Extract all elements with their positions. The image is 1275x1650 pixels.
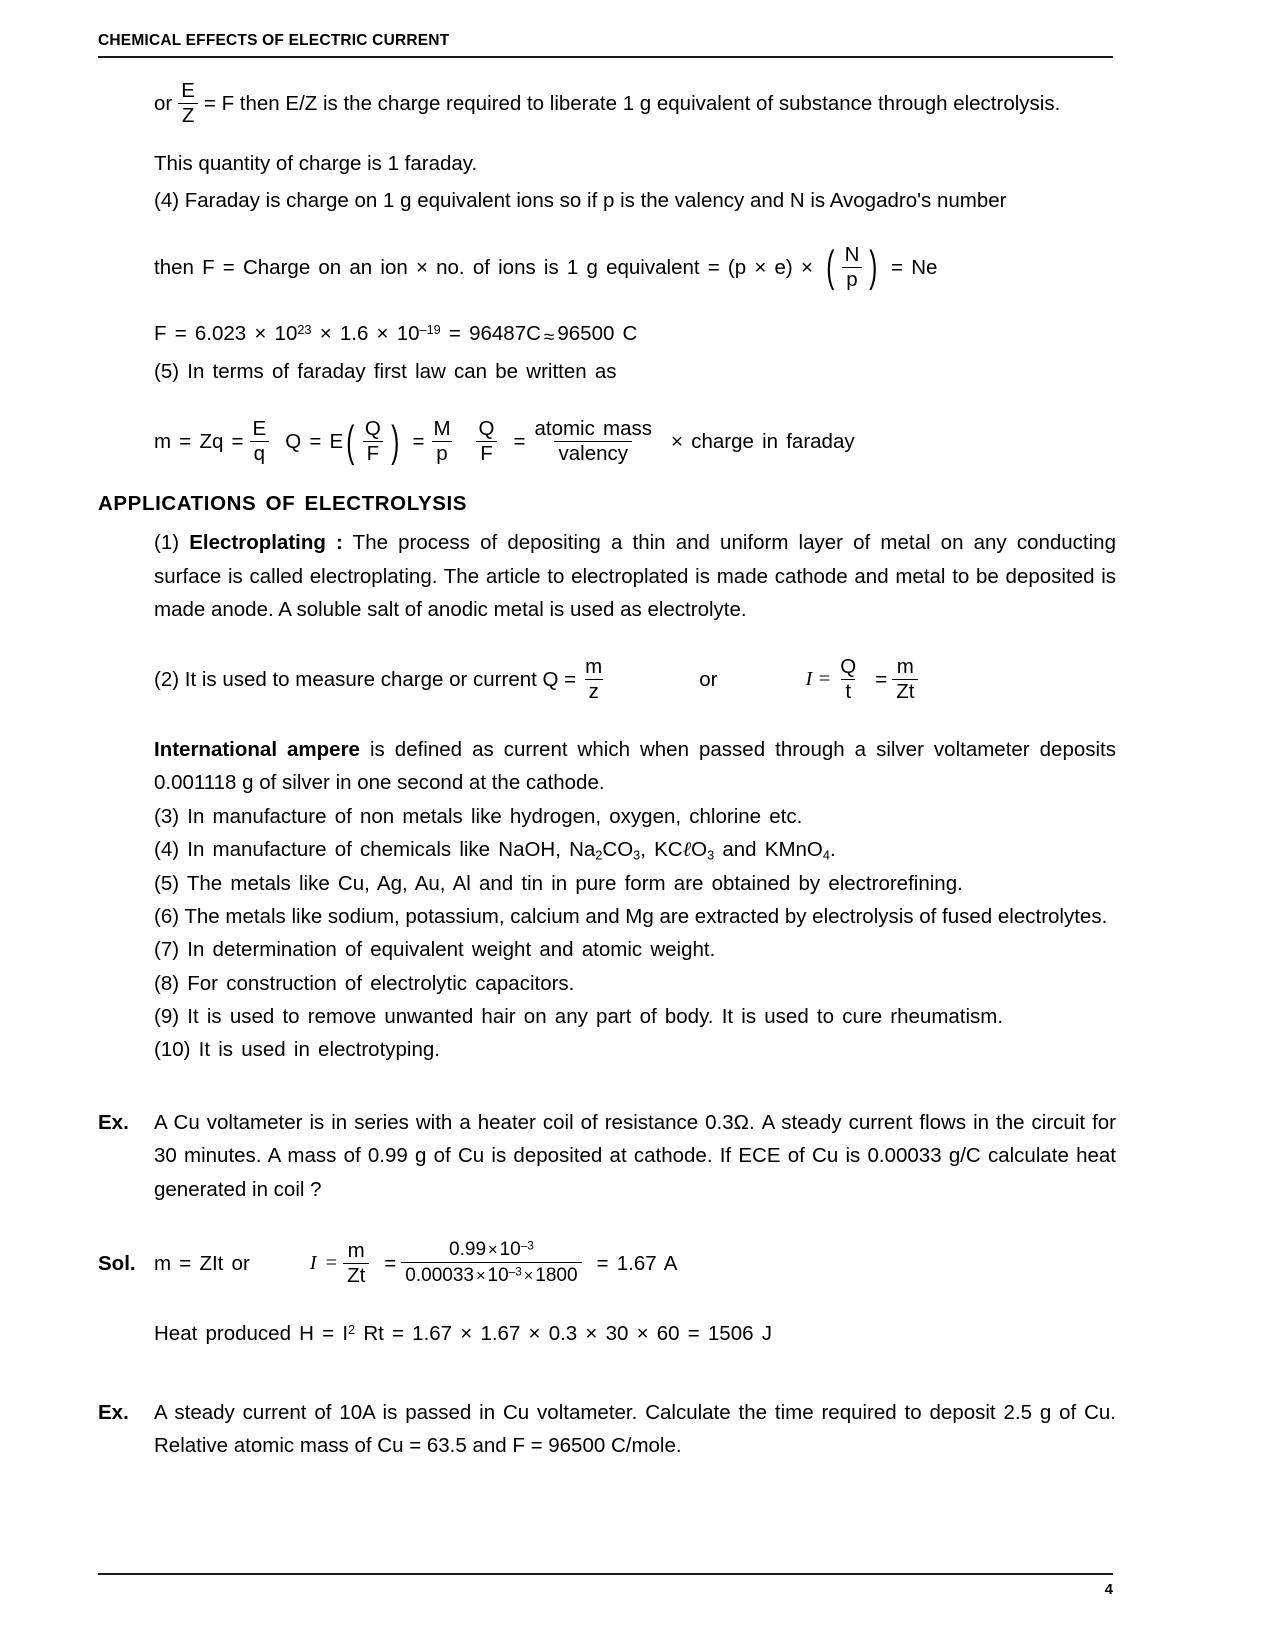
fraction-numerator: Q — [478, 416, 495, 440]
solution-result: = 1.67 A — [596, 1251, 678, 1275]
fraction-m-p — [429, 418, 454, 465]
approx-symbol: ≈ — [543, 326, 555, 348]
parenthesis-group-qf — [345, 418, 400, 465]
heat-produced-equation — [154, 1317, 1116, 1350]
fraction-numerator: Q — [840, 654, 857, 678]
fraction-q-f-2 — [475, 418, 499, 465]
fraction-denominator: valency — [554, 441, 632, 465]
application-item-4-kmno: and KMnO — [714, 837, 823, 861]
faraday-exponent-2: –19 — [419, 321, 441, 337]
denominator-seconds: 1800 — [535, 1265, 578, 1287]
international-ampere-bold: International ampere — [154, 738, 360, 762]
fraction-atomicmass-valency — [530, 418, 656, 465]
application-item-4-pre: (4) In manufacture of chemicals like NaOH, Na — [154, 837, 596, 861]
fraction-denominator: F — [476, 441, 497, 465]
numerator-ten: 10 — [499, 1238, 521, 1260]
heat-exponent: 2 — [348, 1321, 356, 1337]
fraction-m-zt — [892, 656, 918, 703]
denominator-exponent: –3 — [508, 1265, 522, 1279]
application-item-1-bold: Electroplating : — [189, 531, 343, 555]
page-header — [98, 32, 1113, 58]
solution-equation — [154, 1240, 677, 1287]
fraction-q-t — [836, 656, 860, 703]
faraday-value-pre: F = 6.023 × 10 — [154, 321, 298, 345]
example-2-text: A steady current of 10A is passed in Cu voltameter. Calculate the time required to deposit 2.5 g of Cu. Relative atomic mass of Cu = 63.5 and F = 96500 C/mole. — [154, 1401, 1116, 1458]
fraction-denominator: Zt — [343, 1263, 369, 1287]
solution-equals: = — [384, 1251, 397, 1275]
solution-block — [98, 1240, 1116, 1287]
application-item-9: (9) It is used to remove unwanted hair on any part of body. It is used to cure rheumatism. — [154, 1004, 1004, 1028]
right-paren-icon: ) — [869, 242, 878, 292]
fraction-denominator: Z — [178, 103, 199, 127]
numerator-value: 0.99 — [449, 1238, 487, 1260]
parenthesis-group-np — [825, 244, 879, 291]
application-item-3: (3) In manufacture of non metals like hydrogen, oxygen, chlorine etc. — [154, 804, 803, 828]
application-item-2-equals: = — [875, 667, 888, 691]
application-item-2 — [154, 656, 1116, 703]
equation-m-zq — [154, 418, 1116, 465]
fraction-numerator — [445, 1240, 538, 1263]
times-symbol: × — [488, 1240, 498, 1259]
application-item-4-o: O — [691, 837, 708, 861]
fraction-numerator: M — [433, 416, 451, 440]
fraction-big-solution — [401, 1240, 581, 1287]
equation-equals-2: = — [513, 429, 526, 453]
faraday-quantity-text: This quantity of charge is 1 faraday. — [154, 152, 478, 176]
faraday-value-mid: × 1.6 × 10 — [311, 321, 420, 345]
fraction-m-zt-solution — [343, 1240, 369, 1287]
fraction-denominator: Zt — [892, 679, 918, 703]
solution-lead: m = ZIt or — [154, 1251, 250, 1275]
application-item-2-current-symbol: I = — [805, 667, 832, 690]
page-content — [98, 80, 1116, 1463]
numerator-exponent: –3 — [520, 1239, 534, 1253]
fraction-numerator: E — [252, 416, 267, 440]
application-item-1-text: The process of depositing a thin and uniform layer of metal on any conducting surface is called electroplating. The article to electroplated is made cathode and metal to be deposited is made anode. A soluble salt of anodic metal is used as electrolyte. — [154, 531, 1116, 621]
footer-divider — [98, 1573, 1113, 1575]
faraday-value-end: 96500 C — [557, 321, 638, 345]
times-symbol: × — [475, 1267, 486, 1286]
equation-e-over-z-text: = F then E/Z is the charge required to liberate 1 g equivalent of substance through electrolysis. — [203, 92, 1061, 116]
ell-symbol: ℓ — [682, 838, 692, 861]
application-item-2-lead: (2) It is used to measure charge or current Q = — [154, 667, 577, 691]
header-title: CHEMICAL EFFECTS OF ELECTRIC CURRENT — [98, 32, 450, 49]
fraction-denominator: p — [432, 441, 451, 465]
denominator-ten: 10 — [487, 1265, 509, 1287]
application-item-6: (6) The metals like sodium, potassium, calcium and Mg are extracted by electrolysis of fused electrolytes. — [154, 905, 1108, 929]
fraction-denominator — [401, 1262, 581, 1287]
fraction-denominator: p — [842, 267, 861, 291]
fraction-e-q — [249, 418, 271, 465]
fraction-denominator: F — [363, 441, 384, 465]
equation-m-lead: m = Zq = — [154, 429, 244, 453]
fraction-numerator: N — [844, 242, 860, 266]
equation-q-equals-e: Q = E — [285, 429, 344, 453]
fraction-denominator: t — [841, 679, 855, 703]
fraction-q-f — [361, 418, 385, 465]
fraction-m-z — [581, 656, 606, 703]
application-item-2-or: or — [699, 667, 718, 691]
fraction-denominator: z — [585, 679, 603, 703]
or-label: or — [154, 92, 173, 116]
international-ampere-text: is defined as current which when passed through a silver voltameter deposits 0.001118 g of silver in one second at the cathode. — [154, 738, 1116, 795]
point-5-text: (5) In terms of faraday first law can be written as — [154, 359, 617, 383]
denominator-value: 0.00033 — [405, 1265, 474, 1287]
heat-produced-post: Rt = 1.67 × 1.67 × 0.3 × 30 × 60 = 1506 J — [355, 1322, 772, 1346]
application-item-5: (5) The metals like Cu, Ag, Au, Al and tin in pure form are obtained by electrorefining. — [154, 872, 963, 895]
application-item-4-end: . — [829, 837, 836, 861]
left-paren-icon: ( — [826, 242, 835, 292]
equation-faraday-ne — [154, 244, 1116, 291]
example-block-1 — [98, 1106, 1116, 1206]
application-item-1 — [154, 526, 1116, 626]
faraday-value-post: = 96487C — [440, 321, 541, 345]
fraction-numerator: m — [347, 1238, 365, 1262]
subscript-na2: 2 — [595, 847, 603, 863]
equation-m-tail: × charge in faraday — [671, 429, 855, 453]
left-paren-icon: ( — [346, 416, 355, 466]
equation-faraday-tail: = Ne — [891, 255, 938, 279]
subscript-o3: 3 — [707, 847, 715, 863]
page-number: 4 — [1104, 1581, 1113, 1598]
fraction-e-z — [177, 80, 199, 127]
solution-current-symbol: I = — [309, 1251, 339, 1274]
subscript-co3: 3 — [633, 847, 641, 863]
fraction-numerator: atomic mass — [534, 416, 653, 440]
application-item-1-label: (1) — [154, 531, 180, 555]
fraction-numerator: E — [181, 79, 195, 102]
subscript-o4: 4 — [822, 847, 830, 863]
page-footer — [98, 1573, 1113, 1598]
example-block-2 — [98, 1396, 1116, 1462]
equation-faraday-value — [154, 317, 1116, 351]
fraction-denominator: q — [250, 441, 269, 465]
example-1-label: Ex. — [98, 1111, 129, 1135]
international-ampere-definition — [154, 733, 1116, 799]
application-item-7: (7) In determination of equivalent weight and atomic weight. — [154, 938, 716, 962]
equation-equals-1: = — [412, 429, 425, 453]
header-divider — [98, 56, 1113, 58]
example-2-label: Ex. — [98, 1401, 129, 1425]
heat-produced-pre: Heat produced H = I — [154, 1322, 349, 1346]
times-symbol-2: × — [523, 1267, 534, 1286]
section-heading-applications: APPLICATIONS OF ELECTROLYSIS — [98, 492, 468, 516]
solution-label: Sol. — [98, 1251, 136, 1275]
fraction-n-p — [841, 244, 864, 291]
fraction-numerator: Q — [364, 416, 381, 440]
application-item-4-co: CO — [602, 837, 634, 861]
faraday-exponent-1: 23 — [297, 321, 312, 337]
application-item-8: (8) For construction of electrolytic capacitors. — [154, 971, 575, 995]
point-4-text: (4) Faraday is charge on 1 g equivalent ions so if p is the valency and N is Avogadro's number — [154, 189, 1007, 213]
equation-e-over-z — [154, 80, 1116, 127]
right-paren-icon: ) — [391, 416, 400, 466]
equation-faraday-lead: then F = Charge on an ion × no. of ions is 1 g equivalent = (p × e) × — [154, 255, 813, 279]
application-item-4-kc: , KC — [640, 837, 683, 861]
application-item-10: (10) It is used in electrotyping. — [154, 1038, 440, 1062]
example-1-text: A Cu voltameter is in series with a heater coil of resistance 0.3Ω. A steady current flows in the circuit for 30 minutes. A mass of 0.99 g of Cu is deposited at cathode. If ECE of Cu is 0.00033 g/C calculate heat generated in coil ? — [154, 1111, 1116, 1201]
application-item-4 — [154, 833, 1116, 867]
fraction-numerator: m — [896, 654, 914, 678]
fraction-numerator: m — [585, 654, 603, 678]
